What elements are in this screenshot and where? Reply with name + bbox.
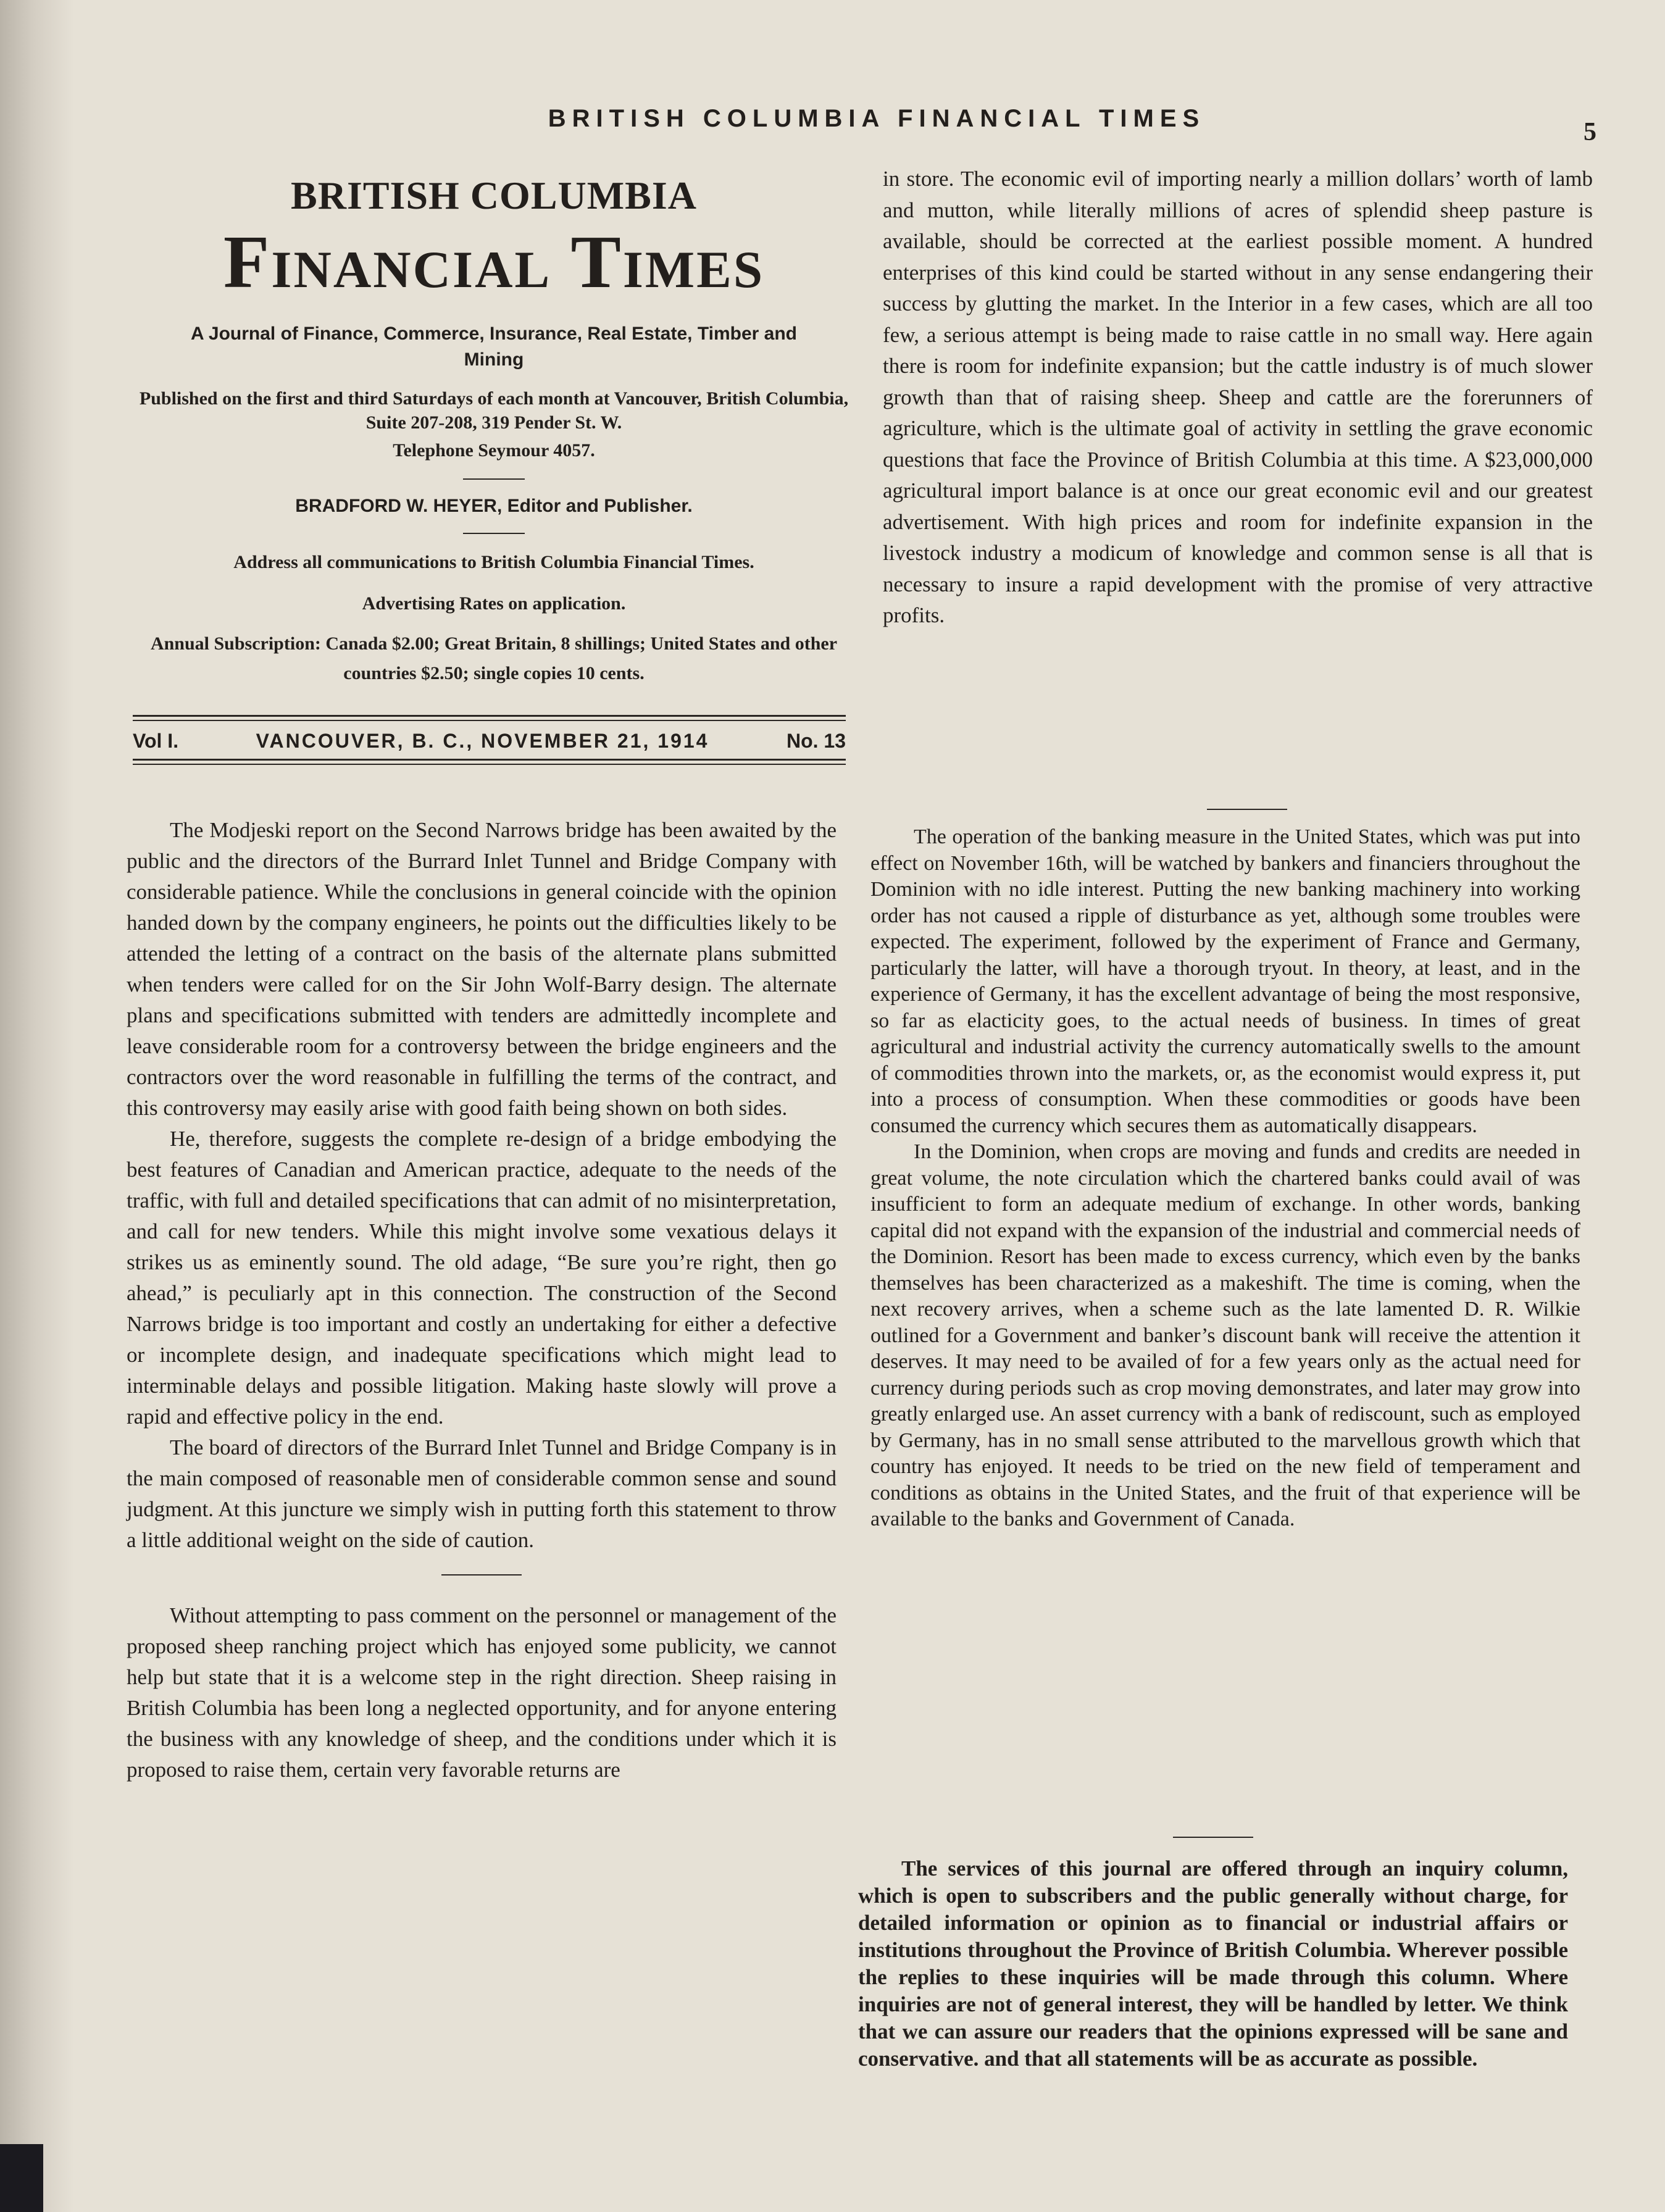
editor-line: BRADFORD W. HEYER, Editor and Publisher. <box>295 496 693 516</box>
masthead-title: Financial Times <box>223 220 765 304</box>
editorial-paragraph: The Modjeski report on the Second Narrows bridge has been awaited by the public and the directors of the Burrard Inlet Tunnel and Bridge Company with considerable patience. While the conclusions in general coincide with the opinion handed down by the company engineers, he points out the difficulties likely to be attended the letting of a contract on the basis of the alternate plans submitted when tenders were called for on the Sir John Wolf-Barry design. The alternate plans and specifications submitted with tenders are admittedly incomplete and leave considerable room for a controversy between the bridge engineers and the contractors over the word reasonable in fulfilling the terms of the contract, and this controversy may easily arise with good faith being shown on both sides. <box>127 818 837 1120</box>
section-divider <box>1173 1837 1253 1838</box>
advertising-line: Advertising Rates on application. <box>362 593 626 614</box>
editorial-paragraph: The operation of the banking measure in the United States, which was put into effect on November 16th, will be watched by bankers and financiers throughout the Dominion with no idle interest. Putting the new banking machinery into working order has not caused a ripple of disturbance as yet, although some troubles were expected. The experiment, followed by the experiment of France and Germany, particularly the latter, will have a thorough tryout. In theory, at least, and in the experience of Germany, it has the excellent advantage of being the most responsive, so far as elacticity goes, to the actual needs of business. In times of great agricultural and industrial activity the currency automatically swells to the amount of commodities thrown into the markets, or, as the economist would express it, put into a process of consumption. When these commodities or goods have been consumed the currency which secures them as automatically disappears. <box>870 825 1580 1137</box>
issue-line <box>133 721 846 759</box>
masthead-divider <box>463 533 525 534</box>
issue-bar <box>133 715 846 789</box>
telephone-info: Telephone Seymour 4057. <box>393 440 595 461</box>
left-column <box>127 815 837 1785</box>
editorial-paragraph: Without attempting to pass comment on the personnel or management of the proposed sheep ranching project which has enjoyed some publicity, we cannot help but state that it is a welcome step in the right direction. Sheep raising in British Columbia has been long a neglected opportunity, and for anyone entering the business with any knowledge of sheep, and the conditions under which it is proposed to raise them, certain very favorable returns are <box>127 1603 837 1782</box>
publication-info: Published on the first and third Saturdays of each month at Vancouver, British Columbia, Suite 207-208, 319 Pender St. W. <box>139 388 849 433</box>
page-gutter-shadow <box>0 0 74 2212</box>
address-line: Address all communications to British Columbia Financial Times. <box>233 552 754 572</box>
place-date: VANCOUVER, B. C., NOVEMBER 21, 1914 <box>256 730 709 752</box>
right-column-top <box>883 164 1593 632</box>
volume-number: Vol I. <box>133 730 179 752</box>
page-number: 5 <box>1584 118 1596 146</box>
editorial-paragraph: The board of directors of the Burrard Inlet Tunnel and Bridge Company is in the main composed of reasonable men of considerable common sense and sound judgment. At this juncture we simply wish in putting forth this statement to throw a little additional weight on the side of caution. <box>127 1435 837 1552</box>
masthead-top-line: BRITISH COLUMBIA <box>291 173 697 217</box>
running-head: BRITISH COLUMBIA FINANCIAL TIMES <box>548 105 1206 132</box>
subscription-line: Annual Subscription: Canada $2.00; Great Britain, 8 shillings; United States and other countries $2.50; single copies 10 cents. <box>150 633 838 683</box>
masthead-subtitle: A Journal of Finance, Commerce, Insurance, Real Estate, Timber and Mining <box>191 323 797 370</box>
double-rule <box>133 759 846 765</box>
page-corner-dark <box>0 2144 43 2212</box>
editorial-paragraph: in store. The economic evil of importing nearly a million dollars’ worth of lamb and mutton, while literally millions of acres of splendid sheep pasture is available, should be corrected at the earliest possible moment. A hundred enterprises of this kind could be started without in any sense endangering their success by glutting the market. In the Interior in a few cases, which are all too few, a serious attempt is being made to raise cattle in no small way. Here again there is room for indefinite expansion; but the cattle industry is of much slower growth than that of raising sheep. Sheep and cattle are the forerunners of agriculture, which is the ultimate goal of activity in settling the grave economic questions that face the Province of British Columbia at this time. A $23,000,000 agricultural import balance is at once our great economic evil and our greatest advertisement. With high prices and room for indefinite expansion in the livestock industry a modicum of knowledge and common sense is all that is necessary to insure a rapid development with the promise of very attractive profits. <box>883 167 1593 627</box>
editorial-paragraph: In the Dominion, when crops are moving and funds and credits are needed in great volume, the note circulation which the chartered banks could avail of was insufficient to form an adequate medium of exchange. In other words, banking capital did not expand with the expansion of the industrial and commercial needs of the Dominion. Resort has been made to excess currency, which even by the banks themselves has been characterized as a makeshift. The time is coming, when the next recovery arrives, when a scheme such as the late lamented D. R. Wilkie outlined for a Government and banker’s discount bank will receive the attention it deserves. It may need to be availed of for a few years only as the actual need for currency during periods such as crop moving demonstrates, and later may grow into greatly enlarged use. An asset currency with a bank of rediscount, such as employed by Germany, has in no small sense attributed to the marvellous growth which that country has enjoyed. It needs to be tried on the new field of temperament and conditions as obtains in the United States, and the fruit of that experience will be available to the banks and Government of Canada. <box>870 1140 1580 1530</box>
double-rule <box>133 715 846 721</box>
inquiry-notice <box>858 1855 1568 2072</box>
masthead <box>123 173 864 688</box>
section-divider <box>1207 809 1287 810</box>
masthead-divider <box>463 478 525 480</box>
inquiry-paragraph: The services of this journal are offered through an inquiry column, which is open to subscribers and the public generally without charge, for detailed information or opinion as to financial or industrial affairs or institutions throughout the Province of British Columbia. Wherever possible the replies to these inquiries will be made through this column. Where inquiries are not of general interest, they will be handled by letter. We think that we can assure our readers that the opinions expressed will be sane and conservative. and that all statements will be as accurate as possible. <box>858 1856 1568 2071</box>
section-divider <box>441 1574 522 1576</box>
right-column-middle <box>870 824 1580 1533</box>
editorial-paragraph: He, therefore, suggests the complete re-design of a bridge embodying the best features of Canadian and American practice, adequate to the needs of the traffic, with full and detailed specifications that can admit of no misinterpretation, and call for new tenders. While this might involve some vexatious delays it strikes us as eminently sound. The old adage, “Be sure you’re right, then go ahead,” is peculiarly apt in this connection. The construction of the Second Narrows bridge is too important and costly an undertaking for either a defective or incomplete design, and inadequate specifications which might lead to interminable delays and possible litigation. Making haste slowly will prove a rapid and effective policy in the end. <box>127 1127 837 1429</box>
issue-number: No. 13 <box>786 730 846 752</box>
